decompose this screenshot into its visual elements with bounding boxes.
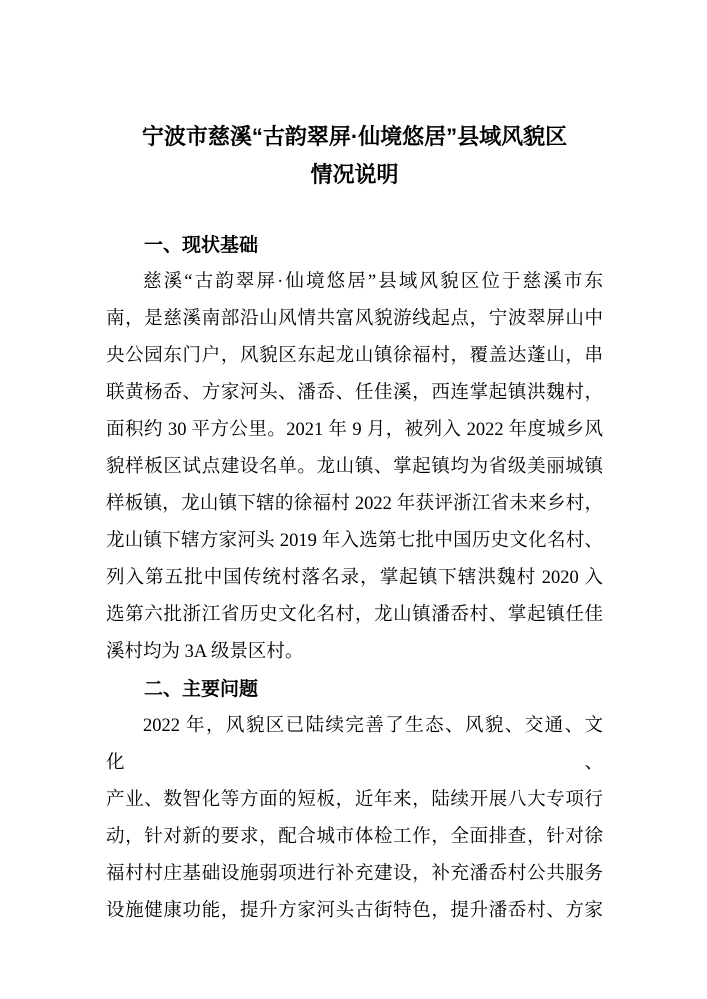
title-line-2: 情况说明 xyxy=(310,162,399,187)
paragraph-line: 设施健康功能，提升方家河头古街特色，提升潘岙村、方家 xyxy=(106,901,603,921)
paragraph-line: 动，针对新的要求，配合城市体检工作，全面排查，针对徐 xyxy=(106,827,603,847)
paragraph-line: 样板镇，龙山镇下辖的徐福村 2022 年获评浙江省未来乡村， xyxy=(106,494,603,514)
paragraph-line: 龙山镇下辖方家河头 2019 年入选第七批中国历史文化名村、 xyxy=(106,531,603,551)
paragraph-line: 2022 年，风貌区已陆续完善了生态、风貌、交通、文化、 xyxy=(106,716,603,773)
paragraph-line: 貌样板区试点建设名单。龙山镇、掌起镇均为省级美丽城镇 xyxy=(106,457,603,477)
title-line-1: 宁波市慈溪“古韵翠屏·仙境悠居”县域风貌区 xyxy=(141,124,568,149)
paragraph-line: 面积约 30 平方公里。2021 年 9 月，被列入 2022 年度城乡风 xyxy=(106,420,603,440)
paragraph-line: 产业、数智化等方面的短板，近年来，陆续开展八大专项行 xyxy=(106,790,603,810)
paragraph-line: 南，是慈溪南部沿山风情共富风貌游线起点，宁波翠屏山中 xyxy=(106,309,603,329)
paragraph-line: 溪村均为 3A 级景区村。 xyxy=(106,642,304,662)
section-current-status xyxy=(106,227,603,671)
section-main-problems xyxy=(106,671,603,930)
paragraph-line: 慈溪“古韵翠屏·仙境悠居”县域风貌区位于慈溪市东 xyxy=(143,272,603,292)
paragraph-line: 福村村庄基础设施弱项进行补充建设，补充潘岙村公共服务 xyxy=(106,864,603,884)
paragraph-line: 列入第五批中国传统村落名录，掌起镇下辖洪魏村 2020 入 xyxy=(106,568,603,588)
section-1-heading: 一、现状基础 xyxy=(144,235,259,256)
section-2-paragraph xyxy=(106,708,603,930)
paragraph-line: 央公园东门户，风貌区东起龙山镇徐福村，覆盖达蓬山，串 xyxy=(106,346,603,366)
document-title xyxy=(106,118,603,194)
section-1-paragraph xyxy=(106,264,603,671)
paragraph-line: 选第六批浙江省历史文化名村，龙山镇潘岙村、掌起镇任佳 xyxy=(106,605,603,625)
paragraph-line: 联黄杨岙、方家河头、潘岙、任佳溪，西连掌起镇洪魏村， xyxy=(106,383,603,403)
section-2-heading: 二、主要问题 xyxy=(144,679,259,700)
